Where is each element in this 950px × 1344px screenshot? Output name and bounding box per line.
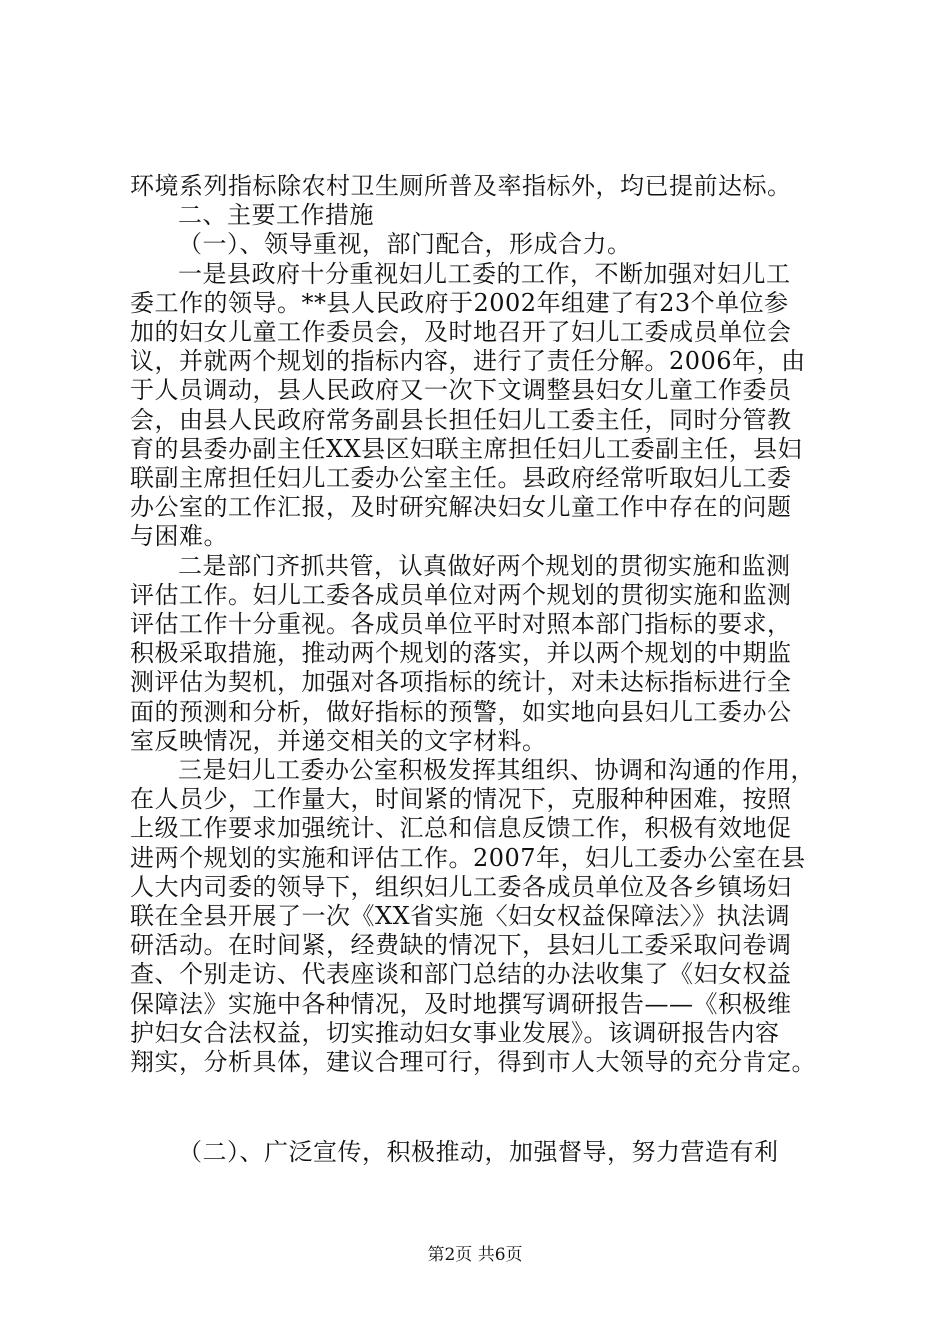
body-text-line: 保障法》实施中各种情况，及时地撰写调研报告——《积极维 — [130, 990, 792, 1018]
body-text-line: 议，并就两个规划的指标内容，进行了责任分解。2006年，由 — [130, 347, 806, 375]
body-text-line: 进两个规划的实施和评估工作。2007年，妇儿工委办公室在县 — [130, 844, 806, 872]
body-text-line: 研活动。在时间紧，经费缺的情况下，县妇儿工委采取问卷调 — [130, 931, 792, 959]
body-text-line: 联副主席担任妇儿工委办公室主任。县政府经常听取妇儿工委 — [130, 464, 792, 492]
body-text-line: 与困难。 — [130, 522, 228, 550]
body-text-line: 一是县政府十分重视妇儿工委的工作，不断加强对妇儿工 — [178, 260, 791, 288]
body-text-line: 三是妇儿工委办公室积极发挥其组织、协调和沟通的作用， — [178, 756, 815, 784]
body-text-line: 于人员调动，县人民政府又一次下文调整县妇女儿童工作委员 — [130, 376, 792, 404]
body-text-line: 室反映情况，并递交相关的文字材料。 — [130, 727, 547, 755]
body-text-line: 翔实，分析具体，建议合理可行，得到市人大领导的充分肯定。 — [130, 1048, 816, 1076]
body-text-line: 上级工作要求加强统计、汇总和信息反馈工作，积极有效地促 — [130, 814, 792, 842]
body-text-line: 二是部门齐抓共管，认真做好两个规划的贯彻实施和监测 — [178, 552, 791, 580]
body-text-line: 面的预测和分析，做好指标的预警，如实地向县妇儿工委办公 — [130, 698, 792, 726]
body-text-line: 加的妇女儿童工作委员会，及时地召开了妇儿工委成员单位会 — [130, 318, 792, 346]
page-footer: 第2页 共6页 — [427, 1245, 523, 1265]
body-text-line: 环境系列指标除农村卫生厕所普及率指标外，均已提前达标。 — [130, 172, 792, 200]
body-text-line: 办公室的工作汇报，及时研究解决妇女儿童工作中存在的问题 — [130, 493, 792, 521]
body-text-line: 联在全县开展了一次《XX省实施〈妇女权益保障法〉》执法调 — [130, 902, 791, 930]
subsection-heading: （一）、领导重视，部门配合，形成合力。 — [178, 230, 632, 258]
body-text-line: 在人员少，工作量大，时间紧的情况下，克服种种困难，按照 — [130, 785, 792, 813]
section-heading: 二、主要工作措施 — [178, 201, 374, 229]
body-text-line: 测评估为契机，加强对各项指标的统计，对未达标指标进行全 — [130, 668, 792, 696]
body-text-line: 评估工作。妇儿工委各成员单位对两个规划的贯彻实施和监测 — [130, 581, 792, 609]
body-text-line: 查、个别走访、代表座谈和部门总结的办法收集了《妇女权益 — [130, 960, 792, 988]
body-text-line: 护妇女合法权益，切实推动妇女事业发展》。该调研报告内容 — [130, 1019, 780, 1047]
body-text-line: 育的县委办副主任XX县区妇联主席担任妇儿工委副主任，县妇 — [130, 435, 803, 463]
body-text-line: 委工作的领导。**县人民政府于2002年组建了有23个单位参 — [130, 289, 789, 317]
body-text-line: 会，由县人民政府常务副县长担任妇儿工委主任，同时分管教 — [130, 406, 792, 434]
subsection-heading-2: （二）、广泛宣传，积极推动，加强督导，努力营造有利 — [178, 1138, 779, 1166]
body-text-line: 人大内司委的领导下，组织妇儿工委各成员单位及各乡镇场妇 — [130, 873, 792, 901]
body-text-line: 积极采取措施，推动两个规划的落实，并以两个规划的中期监 — [130, 639, 792, 667]
body-text-line: 评估工作十分重视。各成员单位平时对照本部门指标的要求， — [130, 610, 792, 638]
